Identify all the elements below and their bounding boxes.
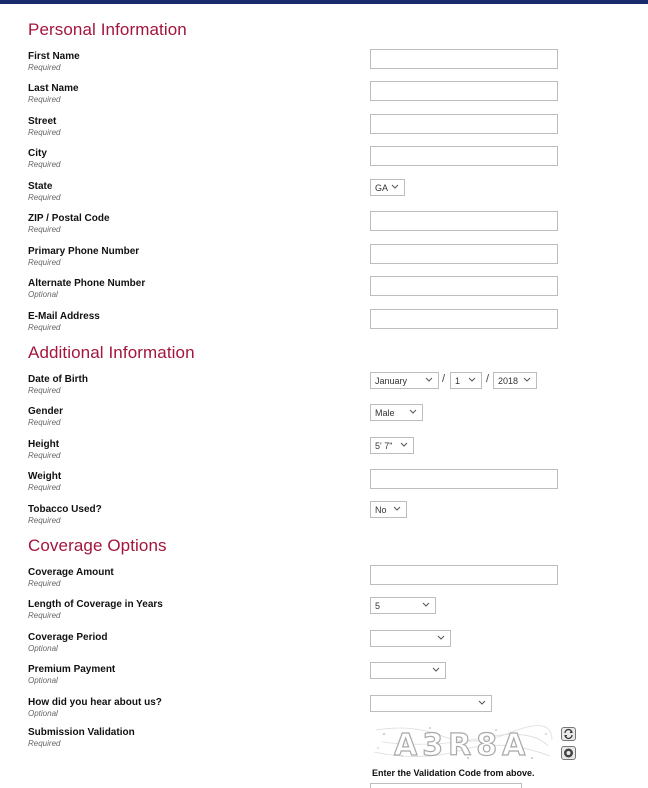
state-label: State xyxy=(28,181,53,192)
chevron-down-icon xyxy=(467,374,477,386)
city-hint: Required xyxy=(28,160,61,169)
row-gender xyxy=(0,406,648,436)
dob-day-value: 1 xyxy=(455,376,461,386)
tobacco-select[interactable] xyxy=(370,501,407,518)
captcha-image xyxy=(372,722,554,764)
state-hint: Required xyxy=(28,193,61,202)
chevron-down-icon xyxy=(436,632,446,644)
last-name-hint: Required xyxy=(28,95,61,104)
date-separator: / xyxy=(486,373,490,385)
coverage-amount-input[interactable] xyxy=(370,565,558,585)
last-name-label: Last Name xyxy=(28,83,79,94)
captcha-code: A3R8A xyxy=(394,728,531,763)
first-name-label: First Name xyxy=(28,51,80,62)
state-value: GA xyxy=(375,183,389,193)
chevron-down-icon xyxy=(424,374,434,386)
street-label: Street xyxy=(28,116,57,127)
date-separator: / xyxy=(442,373,446,385)
email-hint: Required xyxy=(28,323,61,332)
gender-select[interactable] xyxy=(370,404,423,421)
tobacco-hint: Required xyxy=(28,516,61,525)
weight-label: Weight xyxy=(28,471,62,482)
premium-payment-label: Premium Payment xyxy=(28,664,116,675)
premium-payment-hint: Optional xyxy=(28,676,58,685)
captcha-instructions: Enter the Validation Code from above. xyxy=(372,768,535,778)
hear-about-hint: Optional xyxy=(28,709,58,718)
submission-label: Submission Validation xyxy=(28,727,135,738)
hear-about-label: How did you hear about us? xyxy=(28,697,162,708)
alt-phone-hint: Optional xyxy=(28,290,58,299)
captcha-refresh-button[interactable] xyxy=(561,727,576,741)
coverage-amount-label: Coverage Amount xyxy=(28,567,114,578)
chevron-down-icon xyxy=(477,697,487,709)
chevron-down-icon xyxy=(421,599,431,611)
city-input[interactable] xyxy=(370,146,558,166)
street-hint: Required xyxy=(28,128,61,137)
hear-about-select[interactable] xyxy=(370,695,492,712)
weight-input[interactable] xyxy=(370,469,558,489)
row-premium-payment xyxy=(0,664,648,694)
email-input[interactable] xyxy=(370,309,558,329)
top-bar xyxy=(0,0,648,4)
height-hint: Required xyxy=(28,451,61,460)
zip-label: ZIP / Postal Code xyxy=(28,213,110,224)
section-title-personal: Personal Information xyxy=(28,20,187,39)
alt-phone-input[interactable] xyxy=(370,276,558,296)
row-coverage-period xyxy=(0,632,648,662)
state-select[interactable] xyxy=(370,179,405,196)
primary-phone-label: Primary Phone Number xyxy=(28,246,140,257)
coverage-period-label: Coverage Period xyxy=(28,632,108,643)
coverage-years-value: 5 xyxy=(375,601,381,611)
coverage-amount-hint: Required xyxy=(28,579,61,588)
row-height xyxy=(0,439,648,469)
first-name-hint: Required xyxy=(28,63,61,72)
street-input[interactable] xyxy=(370,114,558,134)
row-coverage-years xyxy=(0,599,648,629)
chevron-down-icon xyxy=(392,503,402,515)
captcha-audio-button[interactable] xyxy=(561,746,576,760)
height-label: Height xyxy=(28,439,60,450)
chevron-down-icon xyxy=(522,374,532,386)
chevron-down-icon xyxy=(431,664,441,676)
last-name-input[interactable] xyxy=(370,81,558,101)
dob-label: Date of Birth xyxy=(28,374,88,385)
alt-phone-label: Alternate Phone Number xyxy=(28,278,146,289)
section-title-additional: Additional Information xyxy=(28,343,195,362)
row-state xyxy=(0,181,648,211)
first-name-input[interactable] xyxy=(370,49,558,69)
coverage-years-select[interactable] xyxy=(370,597,436,614)
coverage-years-label: Length of Coverage in Years xyxy=(28,599,163,610)
section-title-coverage: Coverage Options xyxy=(28,536,167,555)
weight-hint: Required xyxy=(28,483,61,492)
dob-month-value: January xyxy=(375,376,408,386)
primary-phone-input[interactable] xyxy=(370,244,558,264)
city-label: City xyxy=(28,148,47,159)
dob-year-value: 2018 xyxy=(498,376,519,386)
row-dob xyxy=(0,374,648,404)
gender-hint: Required xyxy=(28,418,61,427)
chevron-down-icon xyxy=(390,181,400,193)
gender-label: Gender xyxy=(28,406,64,417)
height-value: 5' 7" xyxy=(375,441,393,451)
premium-payment-select[interactable] xyxy=(370,662,446,679)
primary-phone-hint: Required xyxy=(28,258,61,267)
dob-hint: Required xyxy=(28,386,61,395)
tobacco-label: Tobacco Used? xyxy=(28,504,102,515)
zip-input[interactable] xyxy=(370,211,558,231)
chevron-down-icon xyxy=(408,406,418,418)
coverage-years-hint: Required xyxy=(28,611,61,620)
zip-hint: Required xyxy=(28,225,61,234)
row-tobacco xyxy=(0,504,648,534)
tobacco-value: No xyxy=(375,505,387,515)
coverage-period-hint: Optional xyxy=(28,644,58,653)
audio-icon xyxy=(562,747,575,759)
coverage-period-select[interactable] xyxy=(370,630,451,647)
captcha-input[interactable] xyxy=(370,783,522,788)
submission-hint: Required xyxy=(28,739,61,748)
dob-day-select[interactable] xyxy=(450,372,482,389)
email-label: E-Mail Address xyxy=(28,311,100,322)
height-select[interactable] xyxy=(370,437,414,454)
chevron-down-icon xyxy=(399,439,409,451)
gender-value: Male xyxy=(375,408,395,418)
dob-year-select[interactable] xyxy=(493,372,537,389)
dob-month-select[interactable] xyxy=(370,372,439,389)
refresh-icon xyxy=(562,728,575,740)
